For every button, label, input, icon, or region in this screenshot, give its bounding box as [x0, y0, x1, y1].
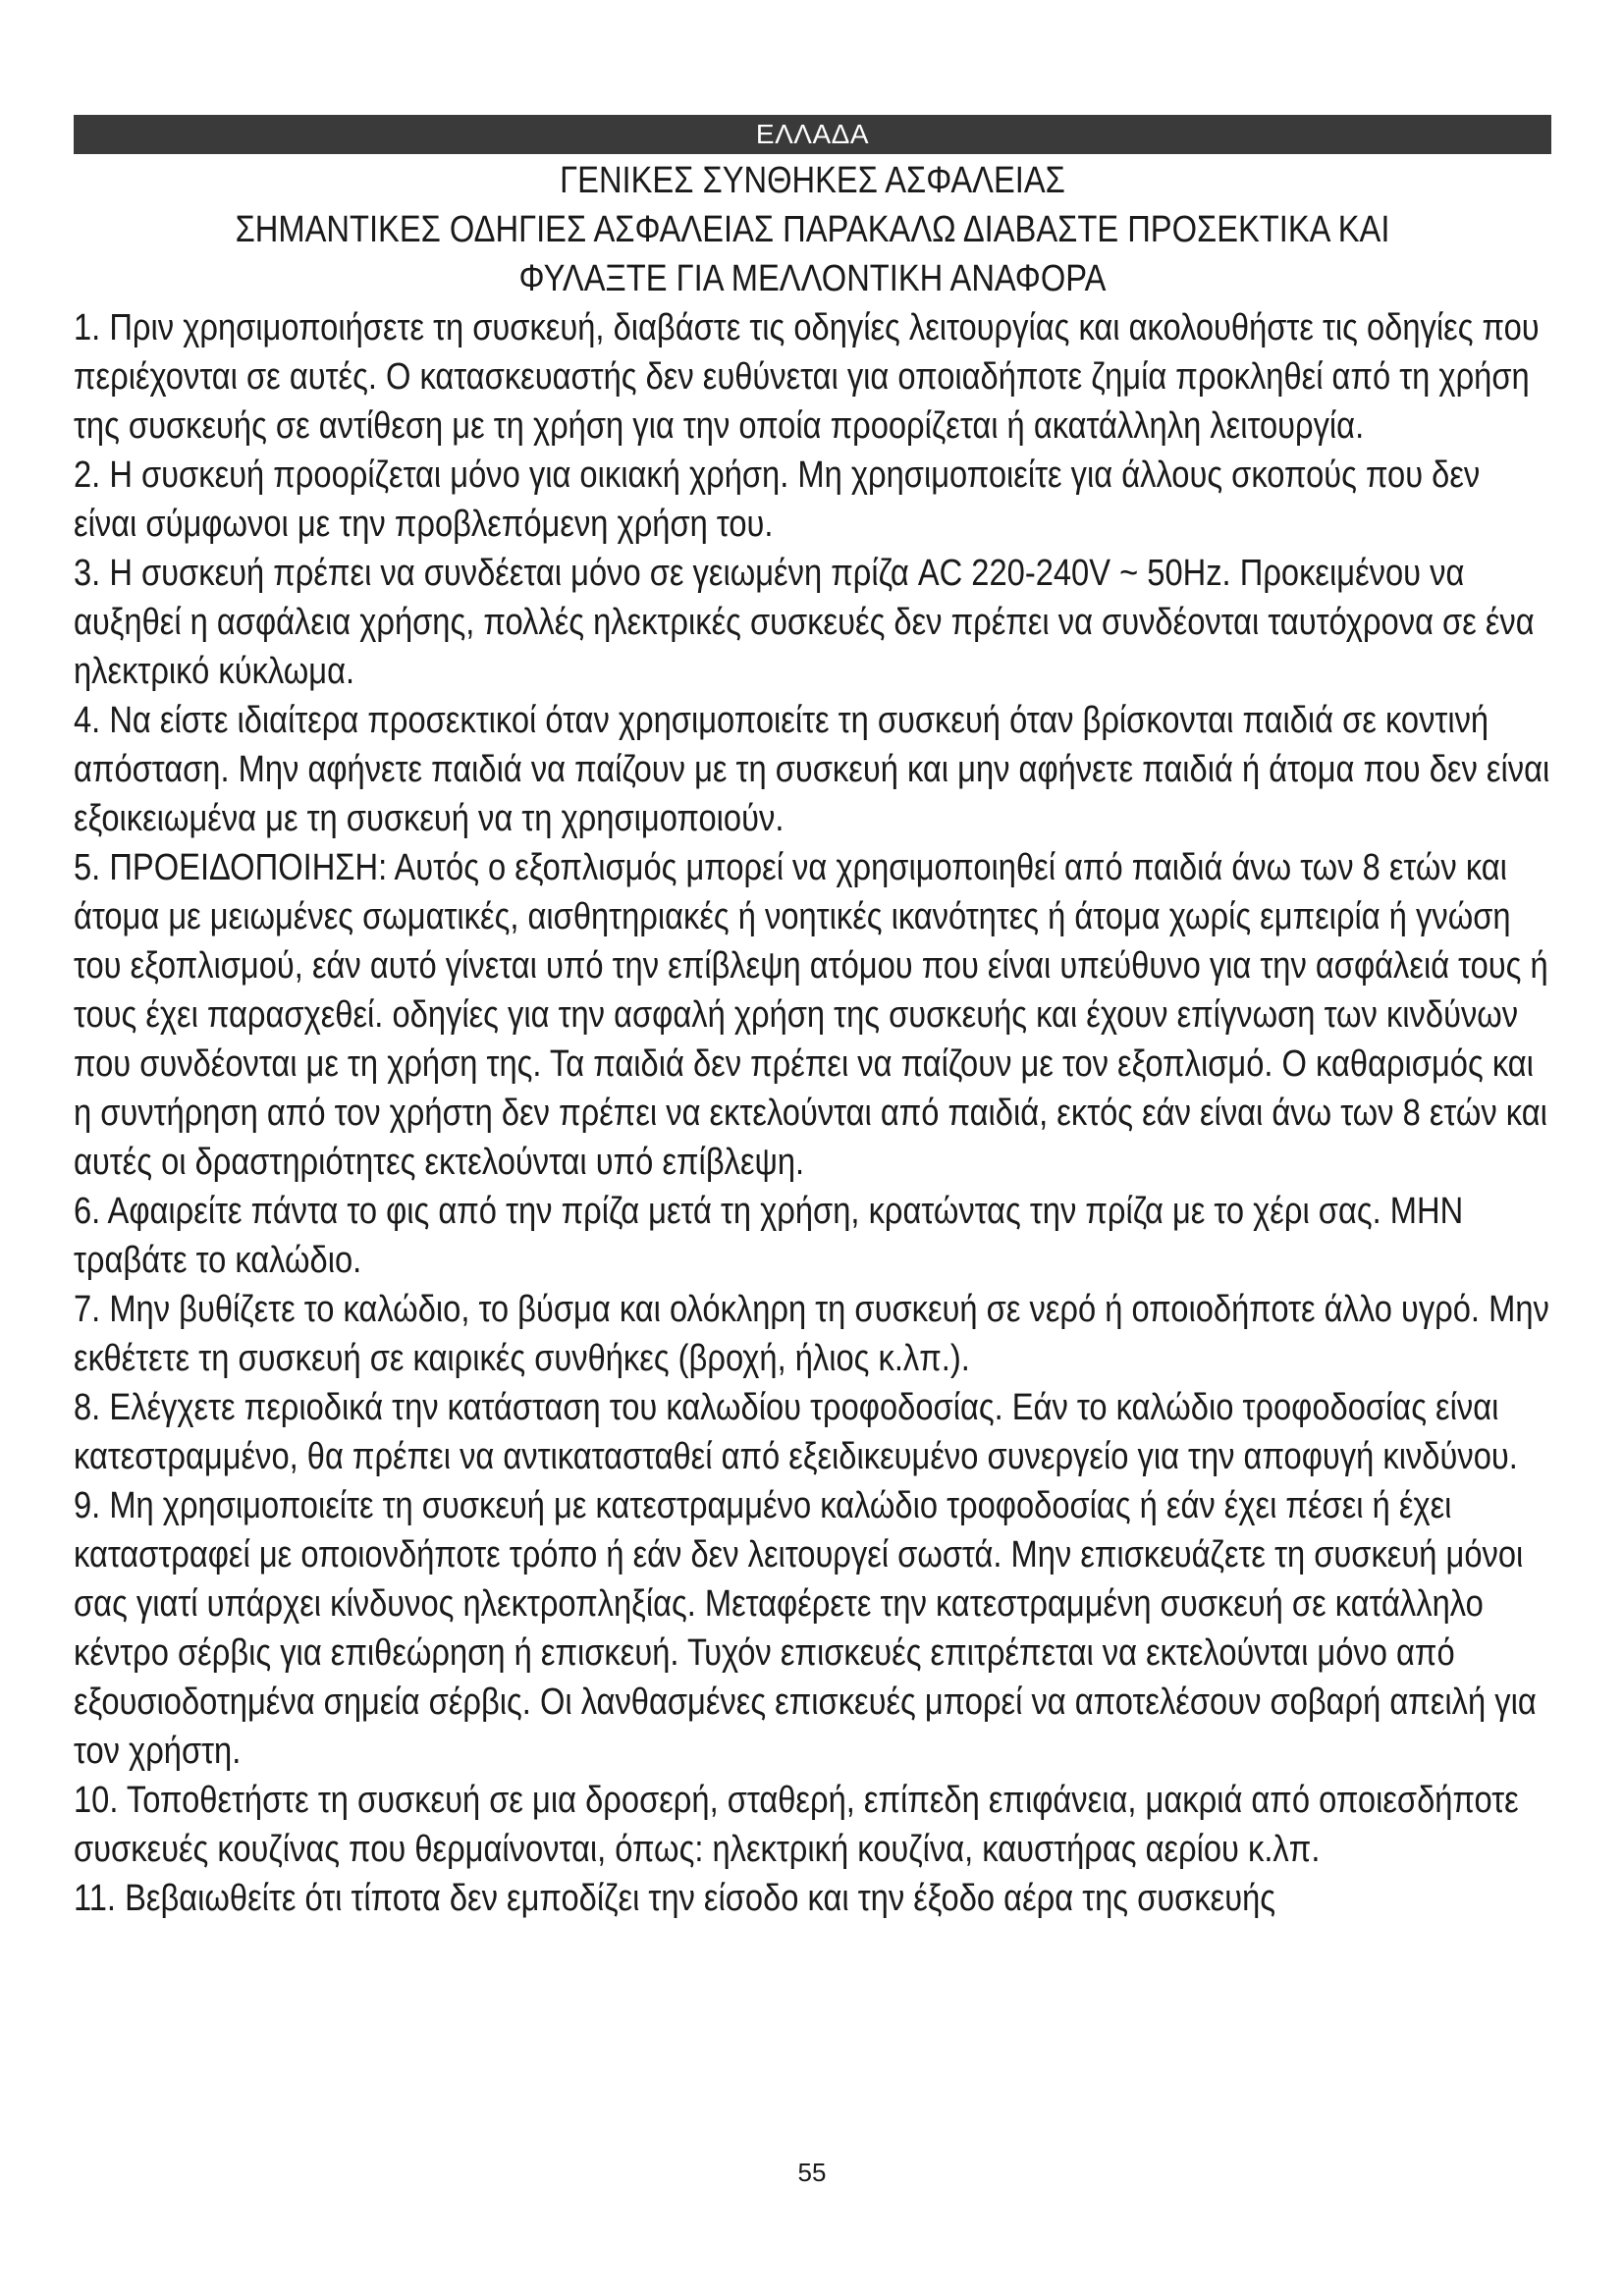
- instruction-item-4: 4. Να είστε ιδιαίτερα προσεκτικοί όταν χρησιμοποιείτε τη συσκευή όταν βρίσκονται παιδιά σε κοντινή απόσταση. Μην αφήνετε παιδιά να παίζουν με τη συσκευή και μην αφήνετε παιδιά ή άτομα που δεν είναι εξοικειωμένα με τη συσκευή να τη χρησιμοποιούν.: [74, 700, 1550, 839]
- safety-instructions-list: [74, 303, 1551, 1923]
- instruction-item-6: 6. Αφαιρείτε πάντα το φις από την πρίζα μετά τη χρήση, κρατώντας την πρίζα με το χέρι σας. ΜΗΝ τραβάτε το καλώδιο.: [74, 1191, 1464, 1281]
- instruction-item-7: 7. Μην βυθίζετε το καλώδιο, το βύσμα και ολόκληρη τη συσκευή σε νερό ή οποιοδήποτε άλλο υγρό. Μην εκθέτετε τη συσκευή σε καιρικές συνθήκες (βροχή, ήλιος κ.λπ.).: [74, 1289, 1549, 1379]
- language-label: ΕΛΛΑΔΑ: [755, 119, 870, 149]
- instruction-item-1: 1. Πριν χρησιμοποιήσετε τη συσκευή, διαβάστε τις οδηγίες λειτουργίας και ακολουθήστε τις οδηγίες που περιέχονται σε αυτές. Ο κατασκευαστής δεν ευθύνεται για οποιαδήποτε ζημία προκληθεί από τη χρήση της συσκευής σε αντίθεση με τη χρήση για την οποία προορίζεται ή ακατάλληλη λειτουργία.: [74, 307, 1540, 447]
- page-number: 55: [797, 2158, 827, 2187]
- instruction-item-8: 8. Ελέγχετε περιοδικά την κατάσταση του καλωδίου τροφοδοσίας. Εάν το καλώδιο τροφοδοσίας είναι κατεστραμμένο, θα πρέπει να αντικατασταθεί από εξειδικευμένο συνεργείο για την αποφυγή κινδύνου.: [74, 1387, 1518, 1477]
- instruction-item-5: 5. ΠΡΟΕΙΔΟΠΟΙΗΣΗ: Αυτός ο εξοπλισμός μπορεί να χρησιμοποιηθεί από παιδιά άνω των 8 ετών και άτομα με μειωμένες σωματικές, αισθητηριακές ή νοητικές ικανότητες ή άτομα χωρίς εμπειρία ή γνώση του εξοπλισμού, εάν αυτό γίνεται υπό την επίβλεψη ατόμου που είναι υπεύθυνο για την ασφάλειά τους ή τους έχει παρασχεθεί. οδηγίες για την ασφαλή χρήση της συσκευής και έχουν επίγνωση των κινδύνων που συνδέονται με τη χρήση της. Τα παιδιά δεν πρέπει να παίζουν με τον εξοπλισμό. Ο καθαρισμός και η συντήρηση από τον χρήστη δεν πρέπει να εκτελούνται από παιδιά, εκτός εάν είναι άνω των 8 ετών και αυτές οι δραστηριότητες εκτελούνται υπό επίβλεψη.: [74, 847, 1548, 1183]
- instruction-item-2: 2. Η συσκευή προορίζεται μόνο για οικιακή χρήση. Μη χρησιμοποιείτε για άλλους σκοπούς που δεν είναι σύμφωνοι με την προβλεπόμενη χρήση του.: [74, 454, 1481, 545]
- section-title: ΓΕΝΙΚΕΣ ΣΥΝΘΗΚΕΣ ΑΣΦΑΛΕΙΑΣ: [560, 160, 1065, 201]
- language-header-bar: [74, 115, 1551, 154]
- instruction-item-3: 3. Η συσκευή πρέπει να συνδέεται μόνο σε γειωμένη πρίζα AC 220-240V ~ 50Hz. Προκειμένου να αυξηθεί η ασφάλεια χρήσης, πολλές ηλεκτρικές συσκευές δεν πρέπει να συνδέονται ταυτόχρονα σε ένα ηλεκτρικό κύκλωμα.: [74, 553, 1535, 692]
- section-subtitle-line2: ΦΥΛΑΞΤΕ ΓΙΑ ΜΕΛΛΟΝΤΙΚΗ ΑΝΑΦΟΡΑ: [518, 258, 1107, 299]
- instruction-item-9: 9. Μη χρησιμοποιείτε τη συσκευή με κατεστραμμένο καλώδιο τροφοδοσίας ή εάν έχει πέσει ή έχει καταστραφεί με οποιονδήποτε τρόπο ή εάν δεν λειτουργεί σωστά. Μην επισκευάζετε τη συσκευή μόνοι σας γιατί υπάρχει κίνδυνος ηλεκτροπληξίας. Μεταφέρετε την κατεστραμμένη συσκευή σε κατάλληλο κέντρο σέρβις για επιθεώρηση ή επισκευή. Τυχόν επισκευές επιτρέπεται να εκτελούνται μόνο από εξουσιοδοτημένα σημεία σέρβις. Οι λανθασμένες επισκευές μπορεί να αποτελέσουν σοβαρή απειλή για τον χρήστη.: [74, 1485, 1537, 1772]
- section-subtitle-line1: ΣΗΜΑΝΤΙΚΕΣ ΟΔΗΓΙΕΣ ΑΣΦΑΛΕΙΑΣ ΠΑΡΑΚΑΛΩ ΔΙΑΒΑΣΤΕ ΠΡΟΣΕΚΤΙΚΑ ΚΑΙ: [235, 209, 1390, 250]
- instruction-item-10: 10. Τοποθετήστε τη συσκευή σε μια δροσερή, σταθερή, επίπεδη επιφάνεια, μακριά από οποιεσδήποτε συσκευές κουζίνας που θερμαίνονται, όπως: ηλεκτρική κουζίνα, καυστήρας αερίου κ.λπ.: [74, 1780, 1519, 1870]
- manual-page: [74, 115, 1551, 1923]
- instruction-item-11: 11. Βεβαιωθείτε ότι τίποτα δεν εμποδίζει την είσοδο και την έξοδο αέρα της συσκευής: [74, 1878, 1276, 1919]
